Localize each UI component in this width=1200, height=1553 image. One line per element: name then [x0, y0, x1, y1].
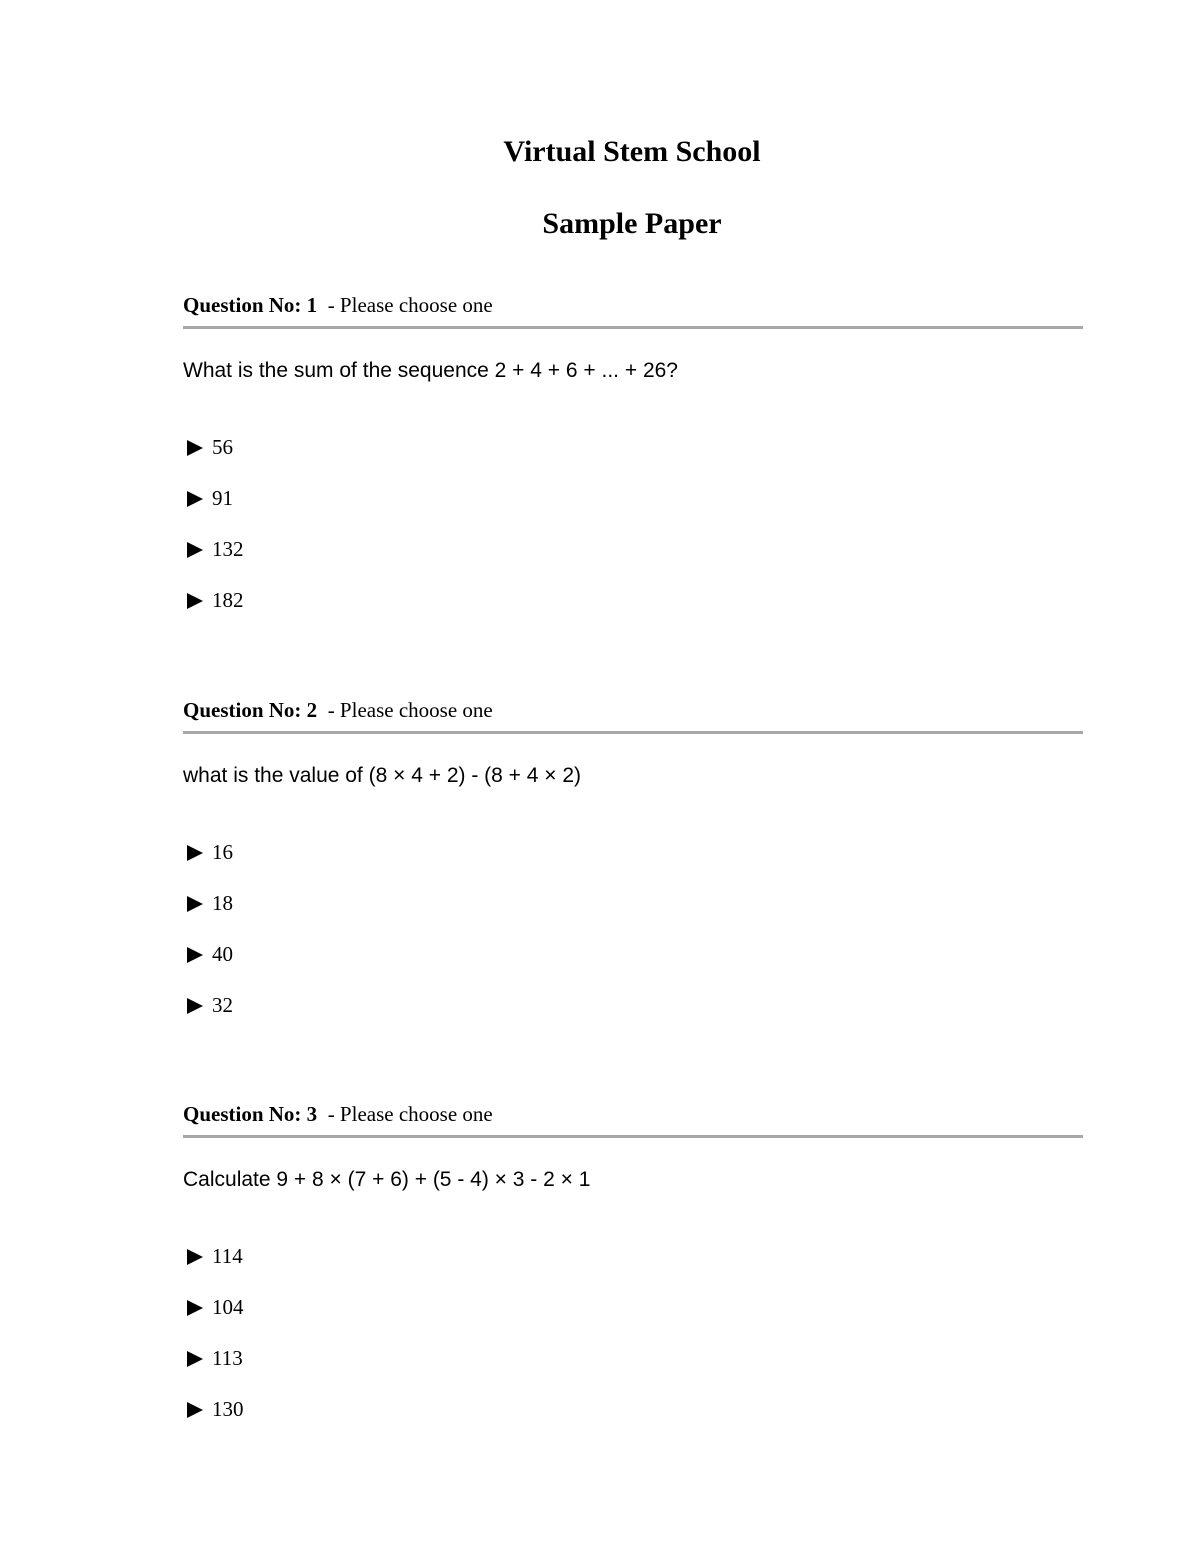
answer-option[interactable]: [183, 941, 233, 992]
option-label: 18: [212, 891, 233, 915]
question-number: Question No: 1: [183, 293, 318, 317]
question-instruction: - Please choose one: [327, 1102, 493, 1126]
answer-option[interactable]: [183, 1345, 244, 1396]
question-number: Question No: 2: [183, 698, 318, 722]
option-label: 91: [212, 486, 233, 510]
play-triangle-icon: [187, 491, 203, 507]
question-instruction: - Please choose one: [327, 698, 493, 722]
option-label: 114: [212, 1244, 243, 1268]
question-header: [183, 697, 1083, 723]
answer-option[interactable]: [183, 434, 244, 485]
play-triangle-icon: [187, 542, 203, 558]
play-triangle-icon: [187, 998, 203, 1014]
option-label: 56: [212, 435, 233, 459]
play-triangle-icon: [187, 896, 203, 912]
answer-option[interactable]: [183, 992, 233, 1043]
option-label: 182: [212, 588, 244, 612]
option-label: 16: [212, 840, 233, 864]
question-text: Calculate 9 + 8 × (7 + 6) + (5 - 4) × 3 - 2 × 1: [183, 1168, 591, 1191]
question-2: [183, 697, 1083, 1017]
answer-options: [183, 1243, 244, 1447]
answer-option[interactable]: [183, 587, 244, 638]
play-triangle-icon: [187, 845, 203, 861]
play-triangle-icon: [187, 1249, 203, 1265]
answer-option[interactable]: [183, 536, 244, 587]
play-triangle-icon: [187, 1351, 203, 1367]
answer-options: [183, 839, 233, 1043]
play-triangle-icon: [187, 593, 203, 609]
answer-option[interactable]: [183, 485, 244, 536]
question-divider: [183, 1135, 1083, 1138]
answer-option[interactable]: [183, 1396, 244, 1447]
question-header: [183, 292, 1083, 318]
answer-options: [183, 434, 244, 638]
option-label: 104: [212, 1295, 244, 1319]
option-label: 130: [212, 1397, 244, 1421]
play-triangle-icon: [187, 1402, 203, 1418]
school-title: Virtual Stem School: [503, 135, 761, 168]
option-label: 32: [212, 993, 233, 1017]
question-divider: [183, 326, 1083, 329]
question-divider: [183, 731, 1083, 734]
question-text: What is the sum of the sequence 2 + 4 + 6 + ... + 26?: [183, 359, 678, 382]
option-label: 132: [212, 537, 244, 561]
paper-title: Sample Paper: [542, 207, 722, 240]
play-triangle-icon: [187, 1300, 203, 1316]
answer-option[interactable]: [183, 1294, 244, 1345]
option-label: 113: [212, 1346, 243, 1370]
option-label: 40: [212, 942, 233, 966]
answer-option[interactable]: [183, 1243, 244, 1294]
answer-option[interactable]: [183, 839, 233, 890]
play-triangle-icon: [187, 947, 203, 963]
question-1: [183, 292, 1083, 612]
question-number: Question No: 3: [183, 1102, 318, 1126]
question-3: [183, 1101, 1083, 1421]
question-text: what is the value of (8 × 4 + 2) - (8 + 4 × 2): [183, 764, 582, 787]
question-header: [183, 1101, 1083, 1127]
play-triangle-icon: [187, 440, 203, 456]
question-instruction: - Please choose one: [327, 293, 493, 317]
answer-option[interactable]: [183, 890, 233, 941]
